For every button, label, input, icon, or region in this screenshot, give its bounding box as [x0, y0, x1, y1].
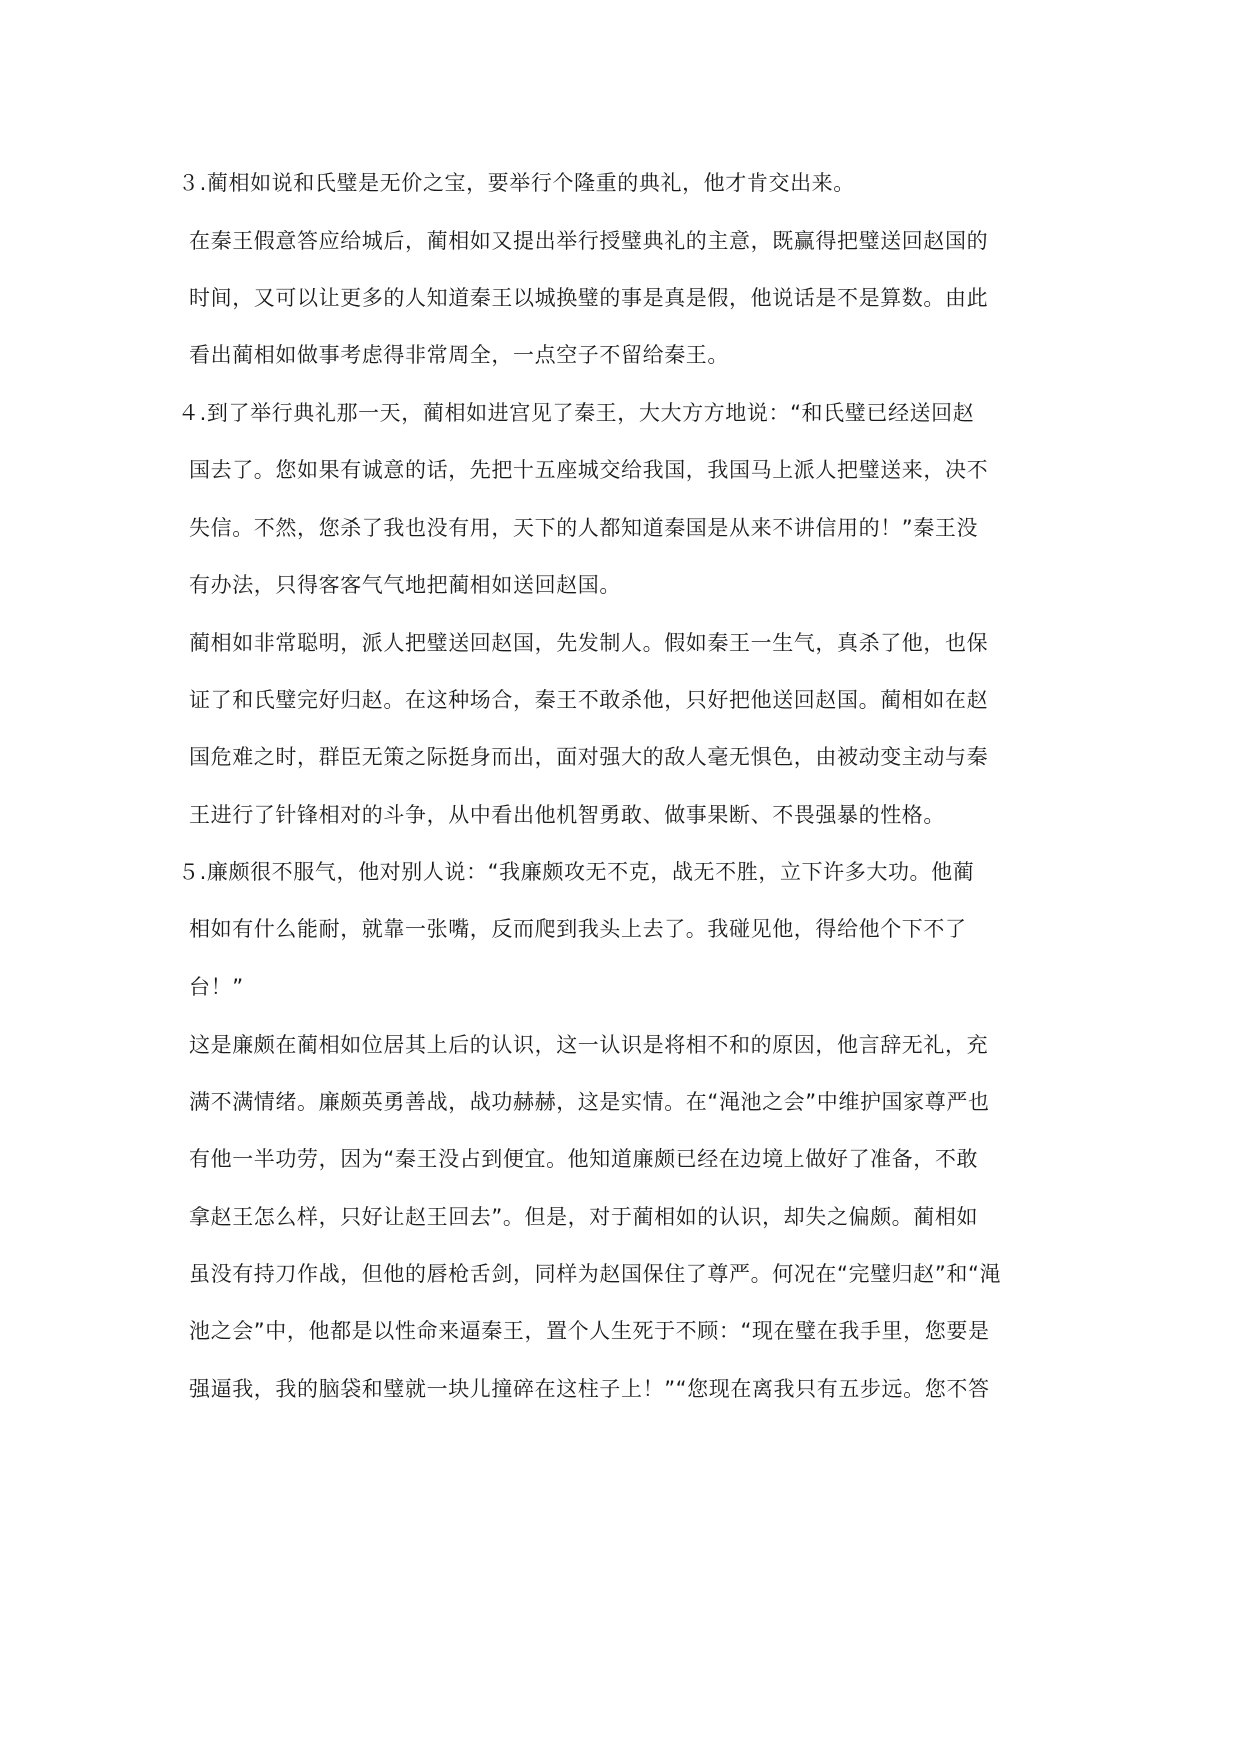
paragraph-line: 蔺相如非常聪明，派人把璧送回赵国，先发制人。假如秦王一生气，真杀了他，也保 [189, 631, 989, 655]
paragraph-line: 强逼我，我的脑袋和璧就一块儿撞碎在这柱子上！”“您现在离我只有五步远。您不答 [189, 1377, 990, 1401]
paragraph-line: 时间，又可以让更多的人知道秦王以城换璧的事是真是假，他说话是不是算数。由此 [189, 286, 989, 310]
paragraph-line: 拿赵王怎么样，只好让赵王回去”。但是，对于蔺相如的认识，却失之偏颇。蔺相如 [189, 1205, 979, 1229]
paragraph-line: 虽没有持刀作战，但他的唇枪舌剑，同样为赵国保住了尊严。何况在“完璧归赵”和“渑 [189, 1262, 1002, 1286]
paragraph-line: 国去了。您如果有诚意的话，先把十五座城交给我国，我国马上派人把璧送来，决不 [189, 458, 989, 482]
paragraph-line: 失信。不然，您杀了我也没有用，天下的人都知道秦国是从来不讲信用的！”秦王没 [189, 516, 979, 540]
paragraph-line: 王进行了针锋相对的斗争，从中看出他机智勇敢、做事果断、不畏强暴的性格。 [189, 803, 945, 827]
paragraph-line: 有他一半功劳，因为“秦王没占到便宜。他知道廉颇已经在边境上做好了准备，不敢 [189, 1147, 979, 1171]
paragraph-line: 证了和氏璧完好归赵。在这种场合，秦王不敢杀他，只好把他送回赵国。蔺相如在赵 [189, 688, 989, 712]
paragraph-line: 这是廉颇在蔺相如位居其上后的认识，这一认识是将相不和的原因，他言辞无礼，充 [189, 1033, 989, 1057]
paragraph-line: 国危难之时，群臣无策之际挺身而出，面对强大的敌人毫无惧色，由被动变主动与秦 [189, 745, 989, 769]
paragraph-line: 在秦王假意答应给城后，蔺相如又提出举行授璧典礼的主意，既赢得把璧送回赵国的 [189, 229, 989, 253]
paragraph-line: 台！” [189, 975, 244, 999]
paragraph-line: 看出蔺相如做事考虑得非常周全，一点空子不留给秦王。 [189, 343, 729, 367]
list-item-5-line: ５.廉颇很不服气，他对别人说：“我廉颇攻无不克，战无不胜，立下许多大功。他蔺 [178, 860, 975, 884]
paragraph-line: 满不满情绪。廉颇英勇善战，战功赫赫，这是实情。在“渑池之会”中维护国家尊严也 [189, 1090, 990, 1114]
paragraph-line: 有办法，只得客客气气地把蔺相如送回赵国。 [189, 573, 621, 597]
list-item-4-line: ４.到了举行典礼那一天，蔺相如进宫见了秦王，大大方方地说：“和氏璧已经送回赵 [178, 401, 975, 425]
list-item-3-line: ３.蔺相如说和氏璧是无价之宝，要举行个隆重的典礼，他才肯交出来。 [178, 171, 855, 195]
paragraph-line: 池之会”中，他都是以性命来逼秦王，置个人生死于不顾：“现在璧在我手里，您要是 [189, 1319, 990, 1343]
paragraph-line: 相如有什么能耐，就靠一张嘴，反而爬到我头上去了。我碰见他，得给他个下不了 [189, 917, 967, 941]
